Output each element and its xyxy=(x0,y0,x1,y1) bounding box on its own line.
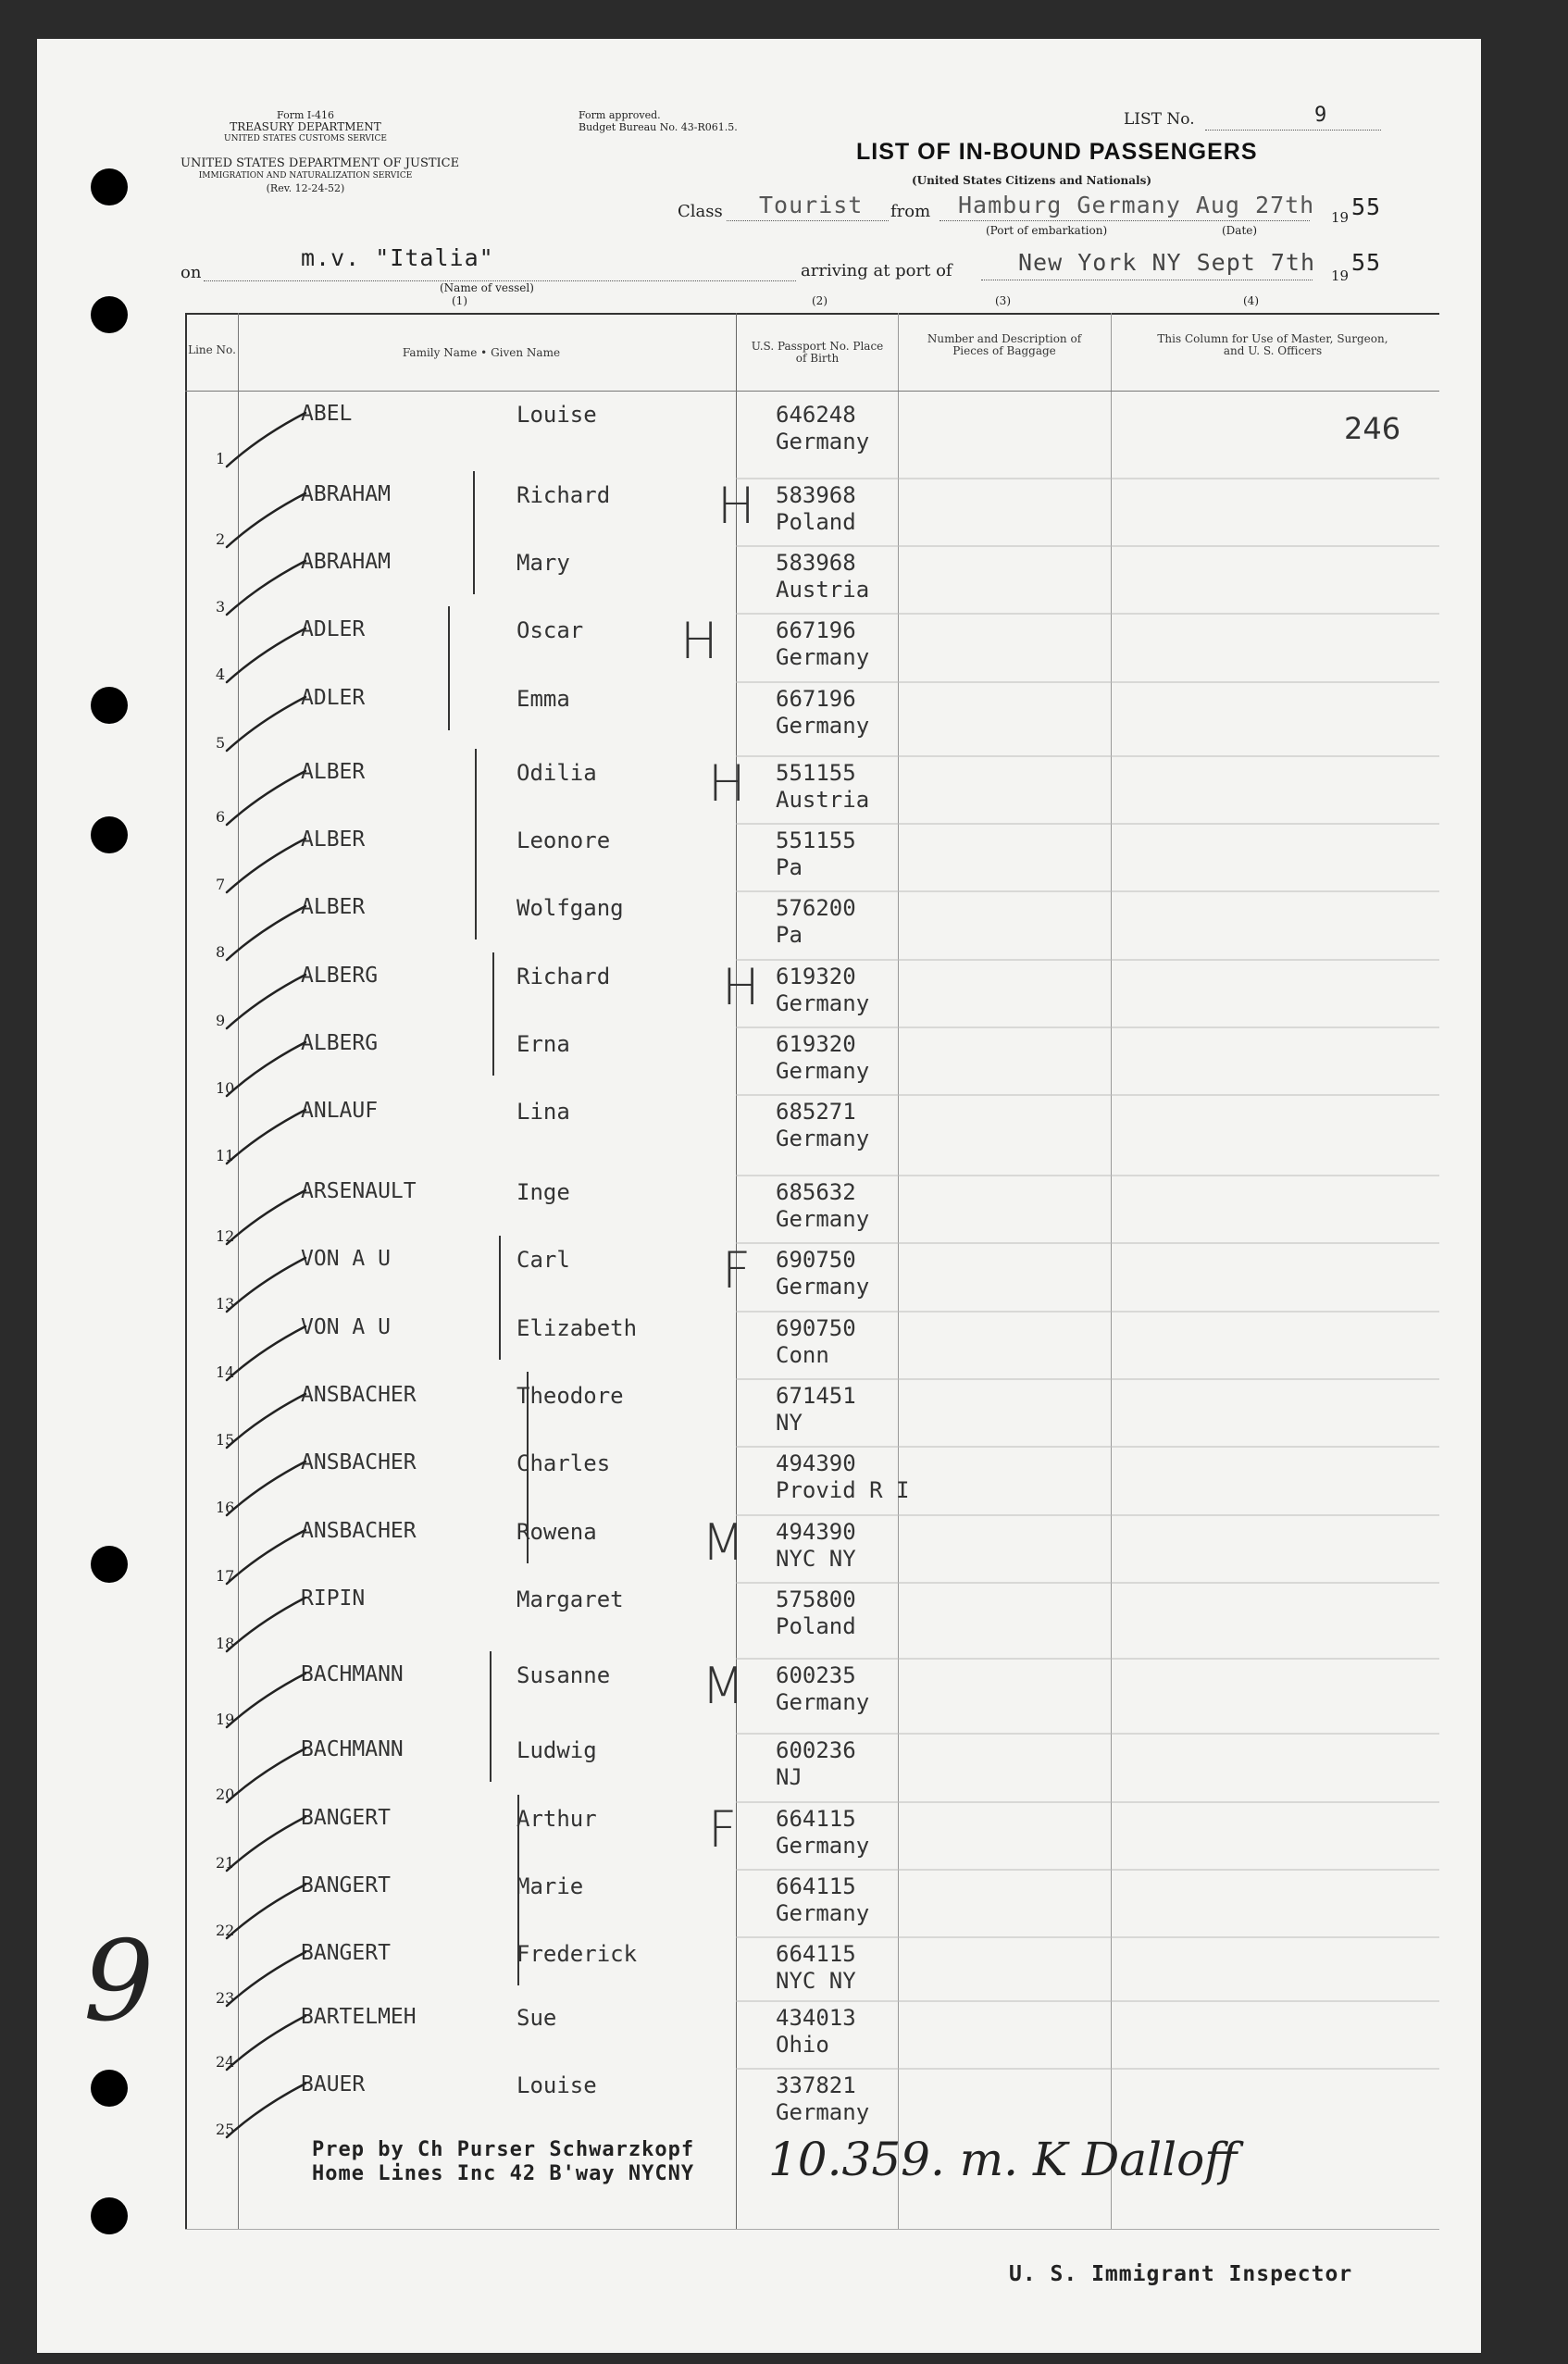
passenger-given-name: Theodore xyxy=(516,1383,624,1409)
class-label: Class xyxy=(678,202,723,221)
passenger-family-name: ADLER xyxy=(301,686,366,710)
passenger-family-name: BARTELMEH xyxy=(301,2005,417,2029)
line-number: 20 xyxy=(216,1785,235,1803)
agency-justice: UNITED STATES DEPARTMENT OF JUSTICE xyxy=(180,156,460,170)
place-of-birth: Germany xyxy=(776,1274,870,1300)
passport-number: 575800 xyxy=(776,1586,856,1612)
line-number: 9 xyxy=(216,1012,226,1029)
passenger-family-name: VON A U xyxy=(301,1247,391,1271)
passenger-family-name: ANSBACHER xyxy=(301,1383,417,1407)
passenger-given-name: Mary xyxy=(516,550,570,576)
passport-number: 690750 xyxy=(776,1315,856,1341)
passenger-family-name: ALBER xyxy=(301,827,366,852)
passenger-family-name: ADLER xyxy=(301,617,366,641)
hand-mark-h: H xyxy=(708,754,746,813)
date-caption: (Date) xyxy=(1222,224,1258,237)
page-title: LIST OF IN-BOUND PASSENGERS xyxy=(856,139,1258,165)
passport-number: 664115 xyxy=(776,1873,856,1899)
header-line-no: Line No. xyxy=(188,343,236,356)
place-of-birth: Germany xyxy=(776,1058,870,1084)
check-tick xyxy=(227,906,305,960)
line-number: 11 xyxy=(216,1147,235,1164)
check-tick xyxy=(227,839,305,892)
line-number: 22 xyxy=(216,1922,235,1939)
inspector-label: U. S. Immigrant Inspector xyxy=(1009,2262,1353,2286)
passenger-family-name: ANSBACHER xyxy=(301,1519,417,1543)
form-approved: Form approved. xyxy=(579,109,661,121)
line-number: 2 xyxy=(216,530,226,548)
passenger-given-name: Lina xyxy=(516,1099,570,1125)
passenger-given-name: Elizabeth xyxy=(516,1315,638,1341)
place-of-birth: Germany xyxy=(776,713,870,739)
place-of-birth: Pa xyxy=(776,922,803,948)
vessel-name: m.v. "Italia" xyxy=(301,244,494,271)
check-tick xyxy=(227,413,305,467)
place-of-birth: Germany xyxy=(776,990,870,1016)
passenger-given-name: Charles xyxy=(516,1450,611,1476)
list-number: 9 xyxy=(1314,104,1328,127)
hand-mark-h: H xyxy=(717,477,755,535)
passenger-family-name: ARSENAULT xyxy=(301,1179,417,1203)
hand-mark-h: H xyxy=(680,612,718,670)
line-number: 8 xyxy=(216,943,226,961)
check-tick xyxy=(227,771,305,825)
line-number: 15 xyxy=(216,1431,235,1449)
passport-number: 494390 xyxy=(776,1450,856,1476)
passenger-given-name: Susanne xyxy=(516,1662,611,1688)
year-prefix-2: 19 xyxy=(1331,268,1350,284)
check-tick xyxy=(227,1952,305,2006)
place-of-birth: Poland xyxy=(776,509,856,535)
line-number: 10 xyxy=(216,1079,235,1097)
hand-mark-m: M xyxy=(702,1513,745,1572)
hand-mark-m: M xyxy=(702,1657,745,1715)
place-of-birth: Austria xyxy=(776,577,870,603)
check-tick xyxy=(227,1394,305,1448)
passport-number: 685271 xyxy=(776,1099,856,1125)
hand-mark-h: H xyxy=(722,958,760,1016)
passenger-family-name: BANGERT xyxy=(301,1806,391,1830)
passenger-family-name: ABRAHAM xyxy=(301,482,391,506)
col-marker-4: (4) xyxy=(1243,294,1259,307)
passenger-given-name: Leonore xyxy=(516,827,611,853)
check-tick xyxy=(227,2016,305,2070)
passenger-given-name: Inge xyxy=(516,1179,570,1205)
list-number-label: LIST No. xyxy=(1124,110,1195,129)
check-tick xyxy=(227,1530,305,1584)
tick-mark-layer xyxy=(37,39,1481,2353)
passenger-given-name: Ludwig xyxy=(516,1737,597,1763)
col-marker-3: (3) xyxy=(995,294,1011,307)
check-tick xyxy=(227,1598,305,1651)
passenger-given-name: Louise xyxy=(516,2072,597,2098)
prepared-by-line-1: Prep by Ch Purser Schwarzkopf xyxy=(312,2138,695,2161)
check-tick xyxy=(227,1462,305,1515)
passport-number: 690750 xyxy=(776,1247,856,1273)
passenger-given-name: Richard xyxy=(516,482,611,508)
place-of-birth: Germany xyxy=(776,1833,870,1859)
arrival-port-value: New York NY Sept 7th xyxy=(1018,249,1316,276)
form-revision: (Rev. 12-24-52) xyxy=(266,182,345,194)
prepared-by-line-2: Home Lines Inc 42 B'way NYCNY xyxy=(312,2162,695,2185)
check-tick xyxy=(227,1885,305,1938)
header-name: Family Name • Given Name xyxy=(402,346,561,359)
passport-number: 667196 xyxy=(776,686,856,712)
passenger-family-name: ALBER xyxy=(301,760,366,784)
line-number: 7 xyxy=(216,876,226,893)
passenger-given-name: Odilia xyxy=(516,760,597,786)
passport-number: 583968 xyxy=(776,550,856,576)
place-of-birth: NYC NY xyxy=(776,1968,856,1994)
stamp-number: 246 xyxy=(1344,411,1401,446)
line-number: 3 xyxy=(216,598,226,616)
passport-number: 664115 xyxy=(776,1941,856,1967)
line-number: 4 xyxy=(216,666,226,683)
embarkation-value: Hamburg Germany Aug 27th xyxy=(958,192,1315,218)
agency-customs: UNITED STATES CUSTOMS SERVICE xyxy=(224,134,387,143)
budget-bureau: Budget Bureau No. 43-R061.5. xyxy=(579,121,738,133)
passenger-given-name: Marie xyxy=(516,1873,584,1899)
passenger-family-name: ANLAUF xyxy=(301,1099,379,1123)
hand-mark-f: F xyxy=(708,1800,738,1859)
line-number: 21 xyxy=(216,1854,235,1872)
check-tick xyxy=(227,975,305,1028)
check-tick xyxy=(227,1258,305,1312)
line-number: 23 xyxy=(216,1989,235,2007)
passport-number: 551155 xyxy=(776,827,856,853)
form-number: Form I-416 xyxy=(277,109,334,121)
inspector-signature: 10.359. m. K Dalloff xyxy=(768,2133,1238,2186)
passport-number: 671451 xyxy=(776,1383,856,1409)
passenger-family-name: RIPIN xyxy=(301,1586,366,1611)
line-number: 6 xyxy=(216,808,226,826)
place-of-birth: Germany xyxy=(776,1126,870,1151)
passport-number: 600235 xyxy=(776,1662,856,1688)
check-tick xyxy=(227,1042,305,1096)
embarkation-year: 55 xyxy=(1351,193,1382,220)
agency-ins: IMMIGRATION AND NATURALIZATION SERVICE xyxy=(198,171,413,180)
col-marker-1: (1) xyxy=(452,294,467,307)
place-of-birth: Pa xyxy=(776,854,803,880)
passenger-given-name: Carl xyxy=(516,1247,570,1273)
class-value: Tourist xyxy=(759,192,864,218)
passport-number: 646248 xyxy=(776,402,856,428)
header-passport: U.S. Passport No. Place of Birth xyxy=(751,340,884,365)
place-of-birth: Ohio xyxy=(776,2032,829,2058)
line-number: 1 xyxy=(216,450,226,467)
passenger-family-name: ABRAHAM xyxy=(301,550,391,574)
passport-number: 583968 xyxy=(776,482,856,508)
check-tick xyxy=(227,561,305,615)
passenger-family-name: ALBERG xyxy=(301,964,379,988)
passport-number: 664115 xyxy=(776,1806,856,1832)
passenger-family-name: BANGERT xyxy=(301,1941,391,1965)
line-number: 24 xyxy=(216,2053,235,2071)
passport-number: 551155 xyxy=(776,760,856,786)
passport-number: 667196 xyxy=(776,617,856,643)
on-label: on xyxy=(180,263,202,282)
check-tick xyxy=(227,1190,305,1244)
passenger-given-name: Emma xyxy=(516,686,570,712)
passport-number: 576200 xyxy=(776,895,856,921)
passenger-given-name: Margaret xyxy=(516,1586,624,1612)
line-number: 18 xyxy=(216,1635,235,1652)
line-number: 16 xyxy=(216,1499,235,1516)
line-number: 17 xyxy=(216,1567,235,1585)
line-number: 25 xyxy=(216,2121,235,2138)
passenger-family-name: ALBER xyxy=(301,895,366,919)
arrival-year: 55 xyxy=(1351,249,1382,276)
passenger-family-name: BACHMANN xyxy=(301,1662,404,1686)
agency-treasury: TREASURY DEPARTMENT xyxy=(230,120,381,133)
check-tick xyxy=(227,1110,305,1163)
check-tick xyxy=(227,697,305,751)
place-of-birth: Austria xyxy=(776,787,870,813)
page-subtitle: (United States Citizens and Nationals) xyxy=(912,174,1151,187)
line-number: 14 xyxy=(216,1363,235,1381)
check-tick xyxy=(227,628,305,682)
passenger-family-name: VON A U xyxy=(301,1315,391,1339)
port-embarkation-caption: (Port of embarkation) xyxy=(986,224,1108,237)
passport-number: 619320 xyxy=(776,1031,856,1057)
passenger-given-name: Oscar xyxy=(516,617,584,643)
passport-number: 619320 xyxy=(776,964,856,989)
passport-number: 685632 xyxy=(776,1179,856,1205)
margin-page-mark: 9 xyxy=(83,1918,155,2047)
place-of-birth: Germany xyxy=(776,1689,870,1715)
place-of-birth: Germany xyxy=(776,1206,870,1232)
line-number: 5 xyxy=(216,734,226,752)
place-of-birth: Germany xyxy=(776,644,870,670)
passenger-given-name: Louise xyxy=(516,402,597,428)
header-baggage: Number and Description of Pieces of Baggage xyxy=(927,332,1082,357)
place-of-birth: NJ xyxy=(776,1764,803,1790)
place-of-birth: Germany xyxy=(776,429,870,454)
line-number: 19 xyxy=(216,1711,235,1728)
place-of-birth: Germany xyxy=(776,1900,870,1926)
passenger-given-name: Rowena xyxy=(516,1519,597,1545)
passenger-given-name: Sue xyxy=(516,2005,557,2031)
passenger-family-name: BANGERT xyxy=(301,1873,391,1897)
passenger-family-name: ALBERG xyxy=(301,1031,379,1055)
passport-number: 600236 xyxy=(776,1737,856,1763)
arriving-label: arriving at port of xyxy=(801,261,952,280)
check-tick xyxy=(227,1673,305,1727)
passenger-given-name: Arthur xyxy=(516,1806,597,1832)
passport-number: 337821 xyxy=(776,2072,856,2098)
passport-number: 434013 xyxy=(776,2005,856,2031)
vessel-caption: (Name of vessel) xyxy=(440,281,534,294)
place-of-birth: Provid R I xyxy=(776,1477,910,1503)
passenger-family-name: BACHMANN xyxy=(301,1737,404,1761)
check-tick xyxy=(227,1748,305,1802)
place-of-birth: Germany xyxy=(776,2099,870,2125)
place-of-birth: NY xyxy=(776,1410,803,1436)
passenger-family-name: BAUER xyxy=(301,2072,366,2096)
check-tick xyxy=(227,1326,305,1380)
passenger-given-name: Erna xyxy=(516,1031,570,1057)
check-tick xyxy=(227,1817,305,1871)
check-tick xyxy=(227,493,305,547)
passenger-given-name: Wolfgang xyxy=(516,895,624,921)
place-of-birth: Conn xyxy=(776,1342,829,1368)
hand-mark-f: F xyxy=(722,1241,752,1300)
year-prefix: 19 xyxy=(1331,209,1350,226)
from-label: from xyxy=(890,202,931,221)
place-of-birth: NYC NY xyxy=(776,1546,856,1572)
passenger-family-name: ABEL xyxy=(301,402,353,426)
check-tick xyxy=(227,2084,305,2137)
header-officers: This Column for Use of Master, Surgeon, and U. S. Officers xyxy=(1157,332,1388,357)
passenger-list-sheet xyxy=(37,39,1481,2353)
line-number: 13 xyxy=(216,1295,235,1313)
passenger-family-name: ANSBACHER xyxy=(301,1450,417,1474)
place-of-birth: Poland xyxy=(776,1613,856,1639)
line-number: 12 xyxy=(216,1227,235,1245)
passport-number: 494390 xyxy=(776,1519,856,1545)
passenger-given-name: Richard xyxy=(516,964,611,989)
passenger-given-name: Frederick xyxy=(516,1941,638,1967)
col-marker-2: (2) xyxy=(812,294,828,307)
